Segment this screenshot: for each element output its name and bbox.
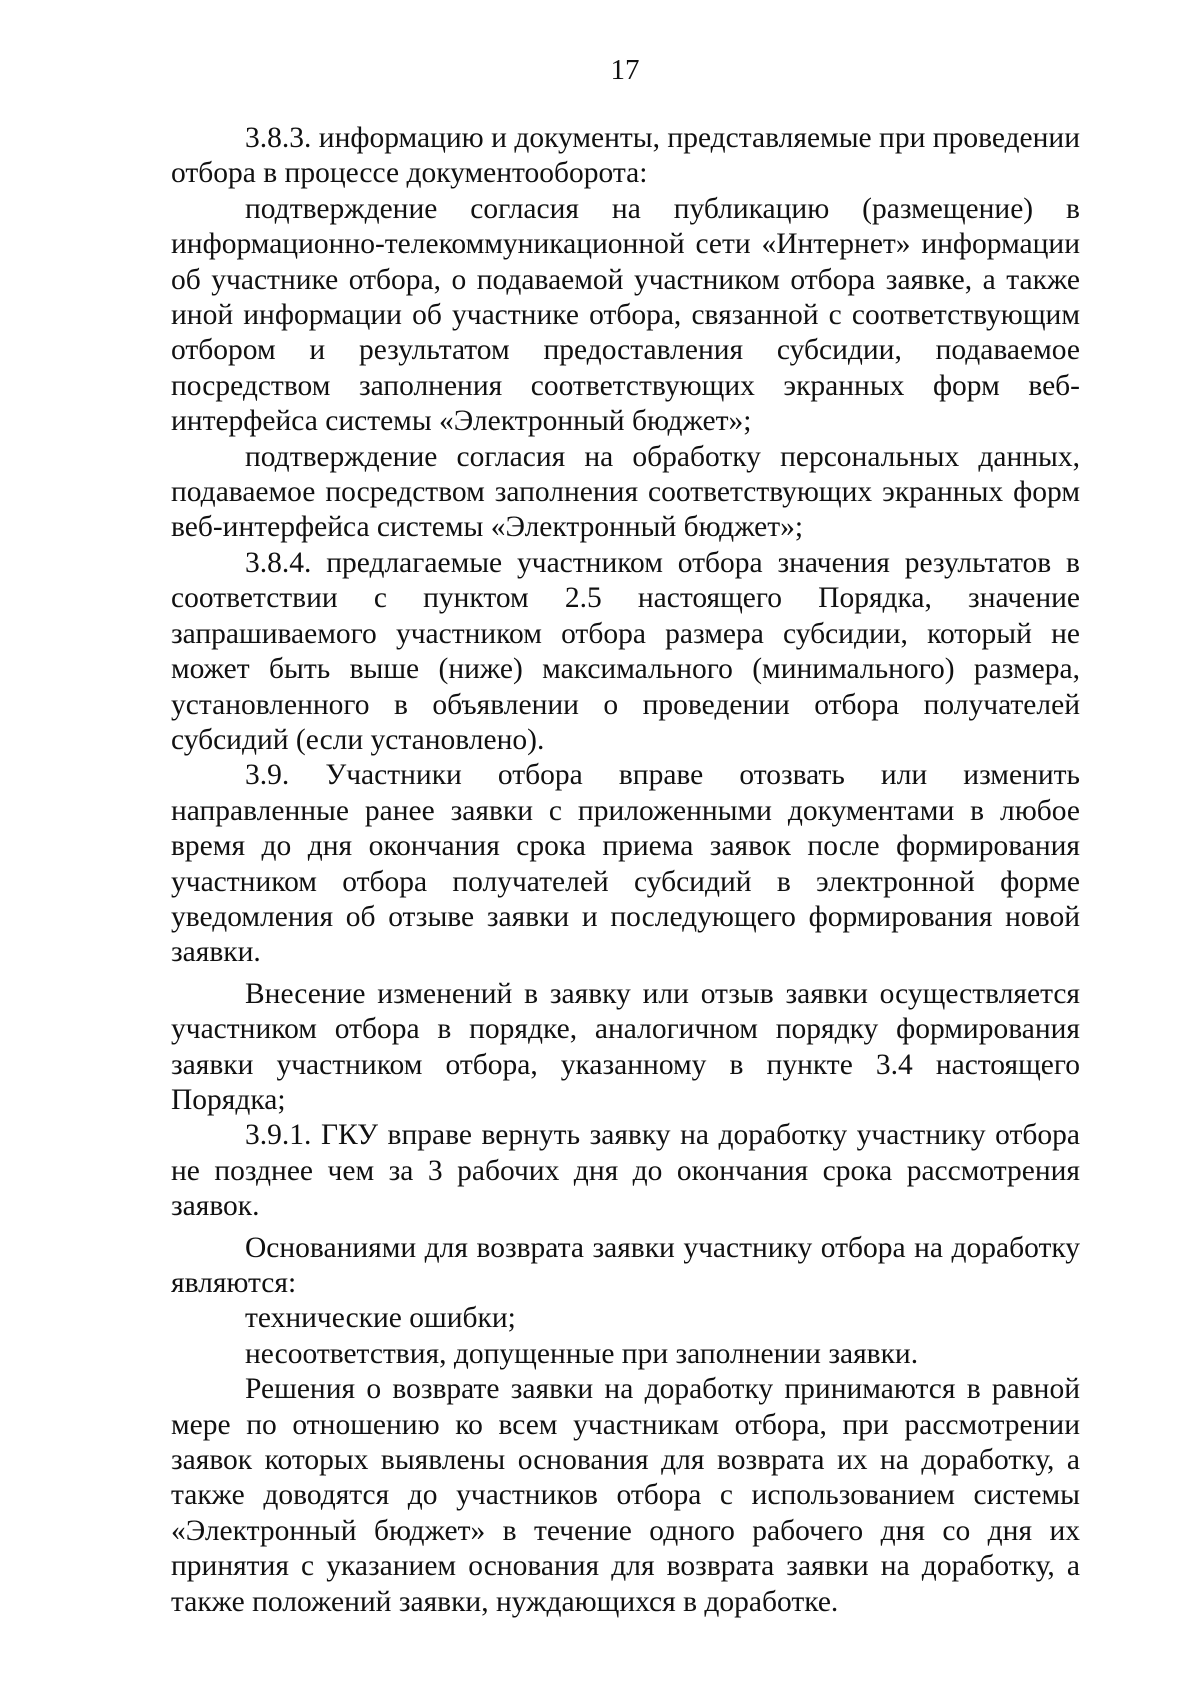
- paragraph-personal-data-consent: подтверждение согласия на обработку персональных данных, подаваемое посредством заполнения соответствующих экранных форм веб-интерфейса системы «Электронный бюджет»;: [171, 440, 1080, 544]
- paragraph-return-decisions: Решения о возврате заявки на доработку принимаются в равной мере по отношению ко всем участникам отбора, при рассмотрении заявок которых выявлены основания для возврата их на доработку, а также доводятся до участников отбора с использованием системы «Электронный бюджет» в течение одного рабочего дня со дня их принятия с указанием основания для возврата заявки на доработку, а также положений заявки, нуждающихся в доработке.: [171, 1373, 1080, 1618]
- paragraph-publication-consent: подтверждение согласия на публикацию (размещение) в информационно-телекоммуникационной сети «Интернет» информации об участнике отбора, о подаваемой участником отбора заявке, а также иной информации об участнике отбора, связанной с соответствующим отбором и результатом предоставления субсидии, подаваемое посредством заполнения соответствующих экранных форм веб-интерфейса системы «Электронный бюджет»;: [171, 192, 1080, 438]
- paragraph-inconsistencies: несоответствия, допущенные при заполнении заявки.: [245, 1337, 919, 1370]
- paragraph-3-9-1: 3.9.1. ГКУ вправе вернуть заявку на доработку участнику отбора не позднее чем за 3 рабочих дня до окончания срока рассмотрения заявок.: [171, 1119, 1080, 1223]
- page-number: 17: [610, 54, 640, 86]
- paragraph-3-8-3: 3.8.3. информацию и документы, представляемые при проведении отбора в процессе документооборота:: [171, 122, 1080, 190]
- paragraph-return-grounds: Основаниями для возврата заявки участнику отбора на доработку являются:: [171, 1231, 1080, 1299]
- paragraph-3-9: 3.9. Участники отбора вправе отозвать или изменить направленные ранее заявки с приложенными документами в любое время до дня окончания срока приема заявок после формирования участником отбора получателей субсидий в электронной форме уведомления об отзыве заявки и последующего формирования новой заявки.: [171, 759, 1080, 969]
- paragraph-amendment: Внесение изменений в заявку или отзыв заявки осуществляется участником отбора в порядке, аналогичном порядку формирования заявки участником отбора, указанному в пункте 3.4 настоящего Порядка;: [171, 977, 1080, 1116]
- document-body: [171, 121, 1080, 1620]
- paragraph-technical-errors: технические ошибки;: [245, 1302, 516, 1335]
- paragraph-3-8-4: 3.8.4. предлагаемые участником отбора значения результатов в соответствии с пунктом 2.5 настоящего Порядка, значение запрашиваемого участником отбора размера субсидии, который не может быть выше (ниже) максимального (минимального) размера, установленного в объявлении о проведении отбора получателей субсидий (если установлено).: [171, 546, 1080, 756]
